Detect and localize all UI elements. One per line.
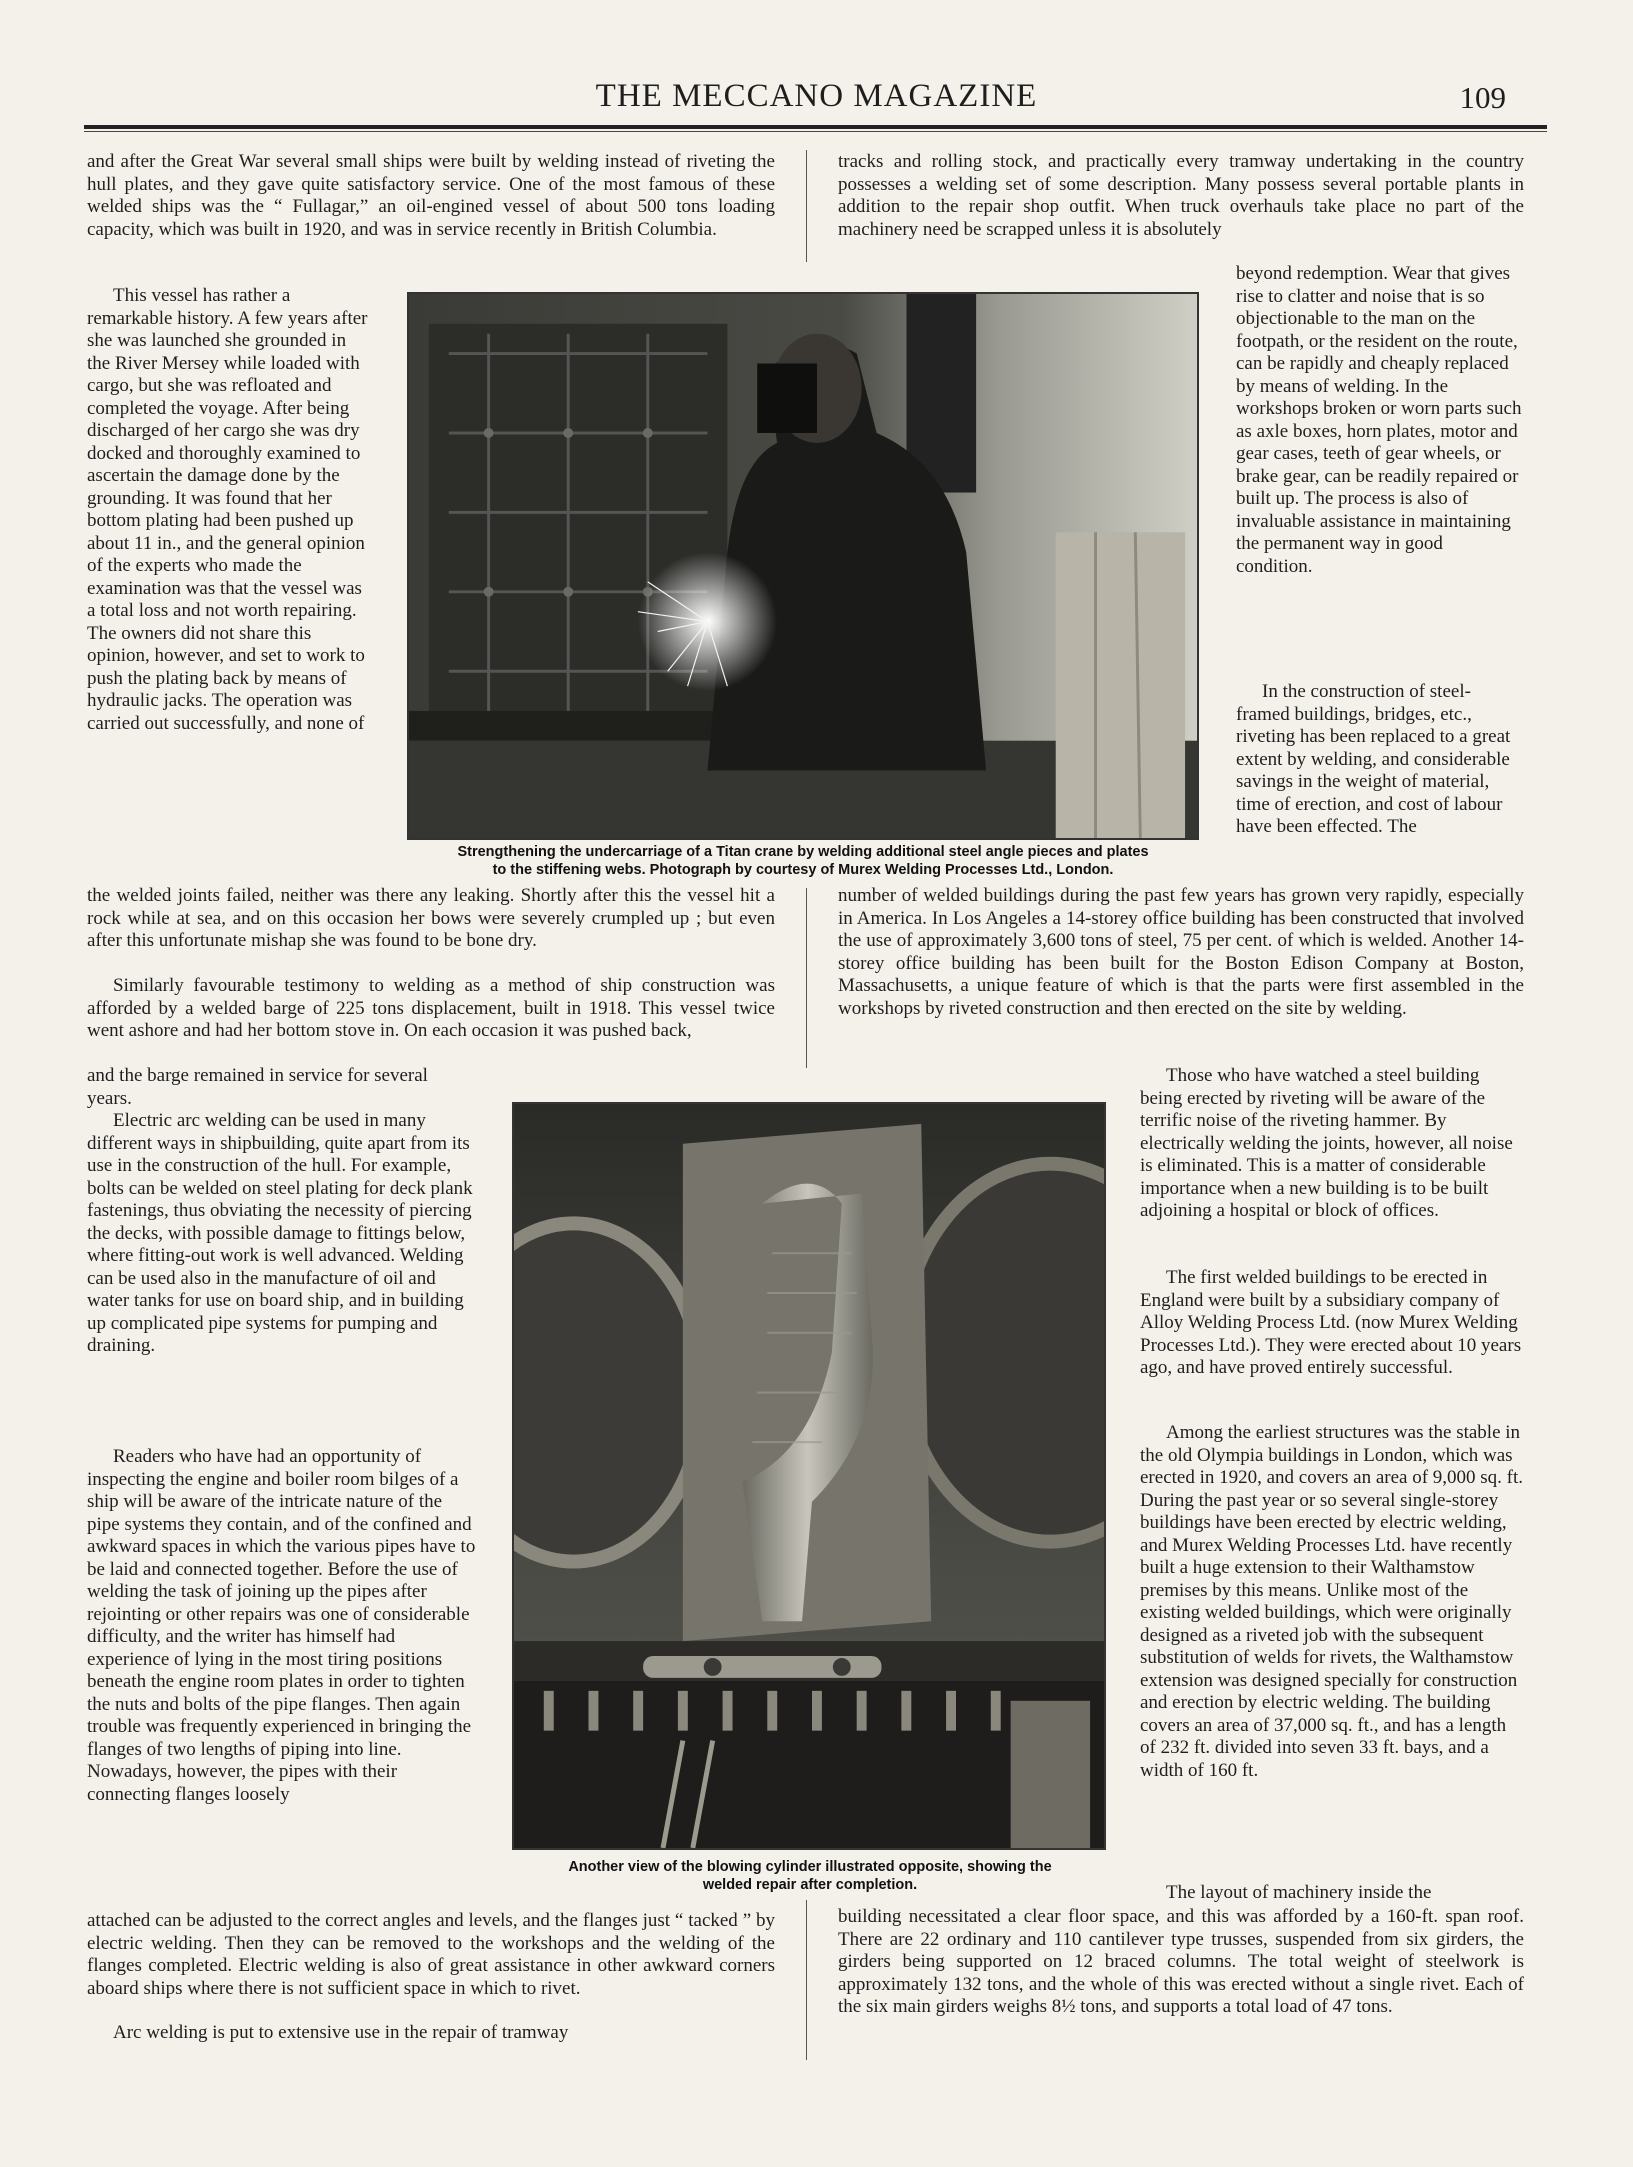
caption-line: to the stiffening webs. Photograph by courtesy of Murex Welding Processes Ltd., London. [492,862,1114,878]
article-paragraph: Electric arc welding can be used in many different ways in shipbuilding, quite apart from its use in the construction of the hull. For example, bolts can be welded on steel plating for deck plank fastenings, thus obviating the necessity of piercing the decks, with possible damage to fittings below, where fitting-out work is well advanced. Welding can be used also in the manufacture of oil and water tanks for use on board ship, and in building up complicated pipe systems for pumping and draining. [87,1110,473,1356]
header-rule-thin [84,131,1547,132]
caption-line: Strengthening the undercarriage of a Titan crane by welding additional steel angle pieces and plates [457,844,1149,860]
figure-caption [390,843,1216,879]
article-paragraph: attached can be adjusted to the correct angles and levels, and the flanges just “ tacked ” by electric welding. Then they can be removed to the workshops and the welding of the flanges completed. Electric welding is also of great assistance in other awkward corners aboard ships where there is not sufficient space in which to rivet. [87,1910,775,1999]
article-paragraph: and the barge remained in service for several years. [87,1065,428,1109]
article-paragraph: number of welded buildings during the past few years has grown very rapidly, especially in America. In Los Angeles a 14-storey office building has been constructed that involved the use of approximately 3,600 tons of steel, 75 per cent. of which is welded. Another 14-storey office building has been built for the Boston Edison Company at Boston, Massachusetts, a unique feature of which is that the parts were first assembled in the workshops by riveted construction and then erected on the site by welding. [838,885,1524,1019]
article-paragraph: Among the earliest structures was the stable in the old Olympia buildings in London, which was erected in 1920, and covers an area of 9,000 sq. ft. During the past year or so several single-storey buildings have been erected by electric welding, and Murex Welding Processes Ltd. have recently built a huge extension to their Walthamstow premises by this means. Unlike most of the existing welded buildings, which were originally designed as a riveted job with the subsequent substitution of welds for rivets, the Walthamstow extension was designed specially for construction and erection by electric welding. The building covers an area of 37,000 sq. ft., and has a length of 232 ft. divided into seven 33 ft. bays, and a width of 160 ft. [1140,1422,1524,1781]
caption-line: Another view of the blowing cylinder illustrated opposite, showing the [568,1859,1052,1875]
article-paragraph: This vessel has rather a remarkable history. A few years after she was launched she grounded in the River Mersey while loaded with cargo, but she was refloated and completed the voyage. After being discharged of her cargo she was dry docked and thoroughly examined to ascertain the damage done by the grounding. It was found that her bottom plating had been pushed up about 11 in., and the general opinion of the experts who made the examination was that the vessel was a total loss and not worth repairing. The owners did not share this opinion, however, and set to work to push the plating back by means of hydraulic jacks. The operation was carried out successfully, and none of [87,285,368,734]
article-paragraph: the welded joints failed, neither was there any leaking. Shortly after this the vessel hit a rock while at sea, and on this occasion her bows were severely crumpled up ; but even after this unfortunate mishap she was found to be bone dry. [87,885,775,951]
article-paragraph: Those who have watched a steel building being erected by riveting will be aware of the terrific noise of the riveting hammer. By electrically welding the joints, however, all noise is eliminated. This is a matter of considerable importance when a new building is to be built adjoining a hospital or block of offices. [1140,1065,1513,1221]
article-paragraph: The first welded buildings to be erected in England were built by a subsidiary company of Alloy Welding Process Ltd. (now Murex Welding Processes Ltd.). They were erected about 10 years ago, and have proved entirely successful. [1140,1267,1522,1378]
article-paragraph: Similarly favourable testimony to welding as a method of ship construction was afforded by a welded barge of 225 tons displacement, built in 1918. This vessel twice went ashore and had her bottom stove in. On each occasion it was pushed back, [87,975,775,1041]
article-paragraph: In the construction of steel-framed buildings, bridges, etc., riveting has been replaced to a great extent by welding, and considerable savings in the weight of material, time of erection, and cost of labour have been effected. The [1236,681,1511,837]
column-divider-middle [806,888,807,1068]
article-paragraph: The layout of machinery inside the [1166,1882,1432,1903]
article-paragraph: Arc welding is put to extensive use in the repair of tramway [113,2022,569,2043]
column-divider-top [806,150,807,262]
header-rule [84,125,1547,129]
page-number: 109 [1459,80,1506,115]
article-paragraph: beyond redemption. Wear that gives rise to clatter and noise that is so objectionable to the man on the footpath, or the resident on the route, can be rapidly and cheaply replaced by means of welding. In the workshops broken or worn parts such as axle boxes, horn plates, motor and gear cases, teeth of gear wheels, or brake gear, can be readily repaired or built up. The process is also of invaluable assistance in maintaining the permanent way in good condition. [1236,263,1522,577]
article-paragraph: Readers who have had an opportunity of inspecting the engine and boiler room bilges of a ship will be aware of the intricate nature of the pipe systems they contain, and of the confined and awkward spaces in which the various pipes have to be laid and connected together. Before the use of welding the task of joining up the pipes after rejointing or other repairs was one of considerable difficulty, and the writer has himself had experience of lying in the most tiring positions beneath the engine room plates in order to tighten the nuts and bolts of the pipe flanges. Then again trouble was frequently experienced in bringing the flanges of two lengths of piping into line. Nowadays, however, the pipes with their connecting flanges loosely [87,1446,476,1805]
crane-welding-photo [407,292,1199,840]
caption-line: welded repair after completion. [702,1877,918,1893]
article-paragraph: and after the Great War several small ships were built by welding instead of riveting the hull plates, and they gave quite satisfactory service. One of the most famous of these welded ships was the “ Fullagar,” an oil-engined vessel of about 500 tons loading capacity, which was built in 1920, and was in service recently in British Columbia. [87,151,775,240]
page-title: THE MECCANO MAGAZINE [595,78,1038,114]
article-paragraph: tracks and rolling stock, and practically every tramway undertaking in the country possesses a welding set of some description. Many possess several portable plants in addition to the repair shop outfit. When truck overhauls take place no part of the machinery need be scrapped unless it is absolutely [838,151,1524,240]
blowing-cylinder-photo [512,1102,1106,1850]
figure-caption [470,1858,1150,1894]
article-paragraph: building necessitated a clear floor space, and this was afforded by a 160-ft. span roof. There are 22 ordinary and 110 cantilever type trusses, suspended from six girders, the girders being supported on 12 braced columns. The total weight of steelwork is approximately 132 tons, and the whole of this was erected without a single rivet. Each of the six main girders weighs 8½ tons, and supports a total load of 47 tons. [838,1906,1524,2017]
column-divider-bottom [806,1900,807,2060]
